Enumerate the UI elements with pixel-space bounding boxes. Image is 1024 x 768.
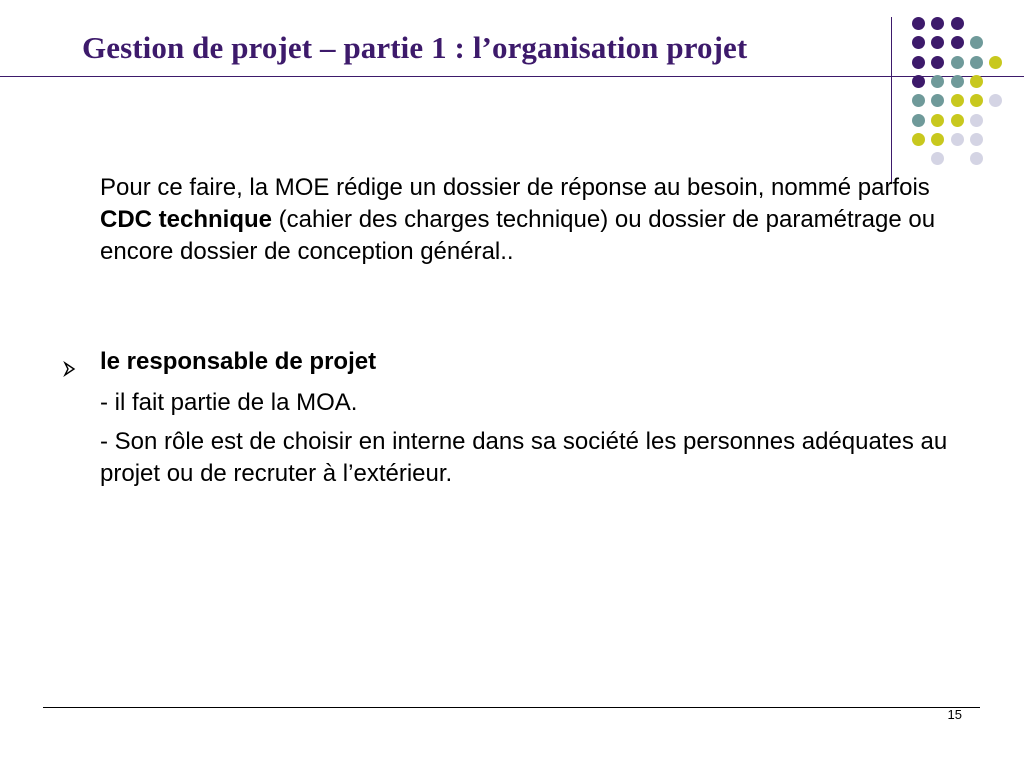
decoration-dot [931, 36, 944, 49]
decoration-dot [912, 133, 925, 146]
bullet-sub-line-2: - Son rôle est de choisir en interne dans sa société les personnes adéquates au projet ou de recruter à l’extérieur. [100, 428, 948, 487]
bullet-heading: le responsable de projet [100, 348, 377, 375]
decoration-dot [970, 133, 983, 146]
intro-paragraph-bold-term: CDC technique [100, 206, 273, 233]
decoration-dot [951, 56, 964, 69]
decoration-dot [931, 114, 944, 127]
decoration-dot [951, 133, 964, 146]
decoration-dot [951, 36, 964, 49]
decoration-dot [931, 152, 944, 165]
decoration-dot [931, 56, 944, 69]
decoration-dot [951, 94, 964, 107]
decoration-dot [912, 114, 925, 127]
vertical-divider [891, 17, 892, 183]
decoration-dot [970, 94, 983, 107]
decoration-dot [931, 133, 944, 146]
slide-title: Gestion de projet – partie 1 : l’organisation projet [82, 30, 748, 65]
decoration-dot [970, 114, 983, 127]
decoration-dot [931, 94, 944, 107]
intro-paragraph [100, 172, 950, 268]
decoration-dot [912, 94, 925, 107]
decoration-dot [912, 36, 925, 49]
title-divider [0, 76, 1024, 77]
footer-divider [43, 707, 980, 708]
decoration-dot [970, 152, 983, 165]
arrow-bullet-icon [62, 354, 78, 370]
decoration-dot [951, 17, 964, 30]
decoration-dot [912, 17, 925, 30]
decoration-dot [970, 56, 983, 69]
decoration-dot [951, 114, 964, 127]
intro-text-block [100, 172, 960, 268]
decoration-dot [912, 56, 925, 69]
decoration-dot [989, 94, 1002, 107]
decoration-dot [931, 17, 944, 30]
intro-paragraph-part1: Pour ce faire, la MOE rédige un dossier de réponse au besoin, nommé parfois [100, 174, 930, 201]
decoration-dot [989, 56, 1002, 69]
bullet-sub-line-1: - il fait partie de la MOA. [100, 389, 358, 416]
intro-paragraph-part2: (cahier des charges technique) ou dossier de paramétrage ou encore dossier de conception général.. [100, 206, 936, 265]
decoration-dot [970, 36, 983, 49]
page-number: 15 [947, 707, 962, 722]
